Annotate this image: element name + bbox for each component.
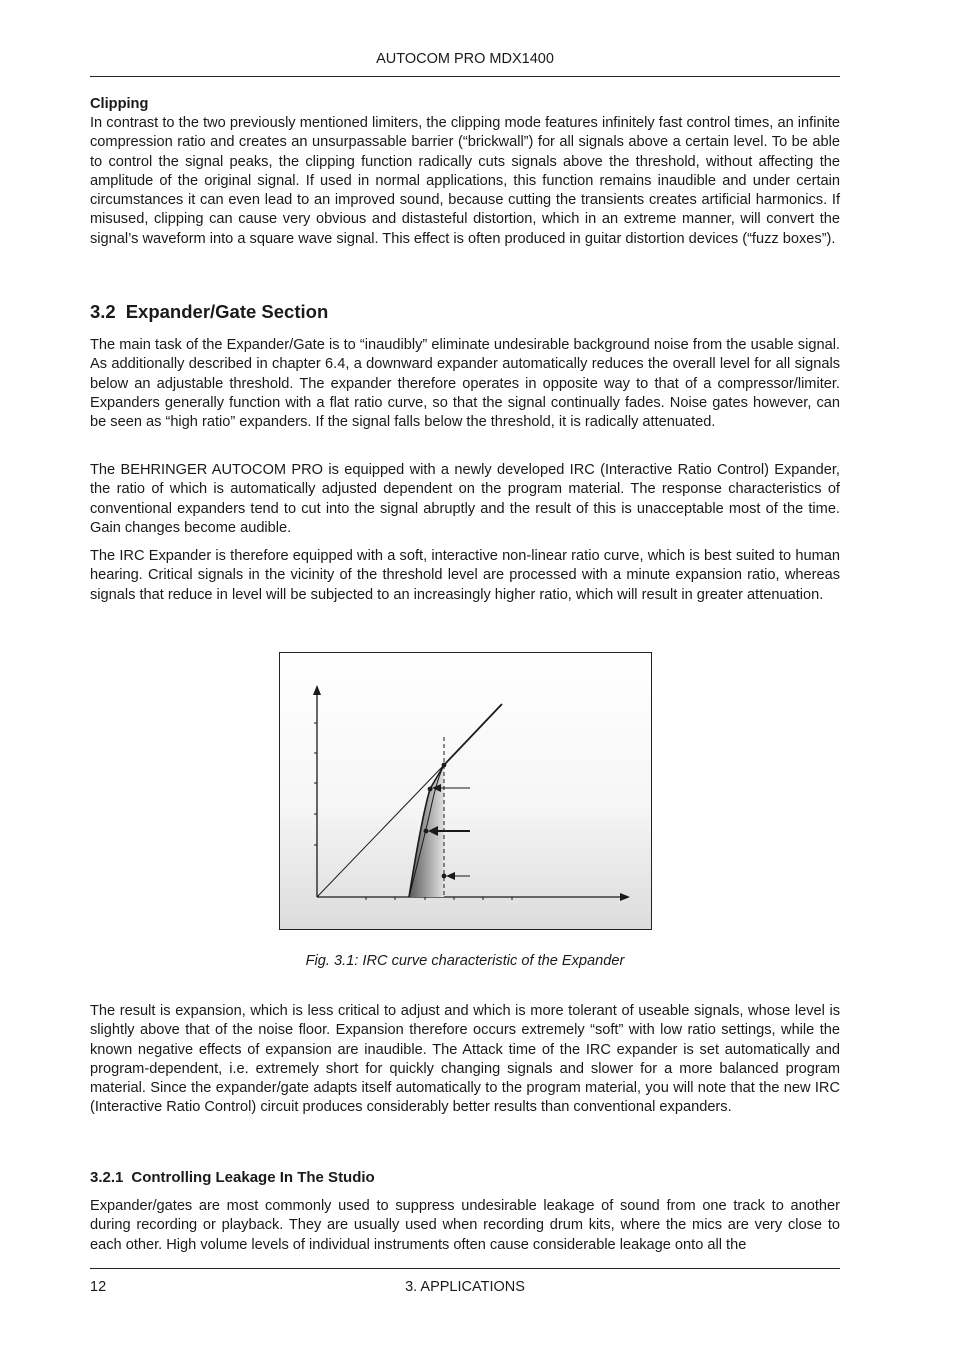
section-paragraph-3: The IRC Expander is therefore equipped with a soft, interactive non-linear ratio curve, which is best suited to human hearing. Critical signals in the vicinity of the threshold level are processed with a minute expansion ratio, whereas signals that reduce in level will be subjected to an increasingly higher ratio, which will result in greater attenuation. [90,548,840,603]
section-paragraph-after-figure: The result is expansion, which is less critical to adjust and which is more tolerant of useable signals, whose level is slightly above that of the noise floor. Expansion therefore occurs extremely “soft” with low ratio settings, while the known negative effects of expansion are inaudible. The Attack time of the IRC expander is set automatically and program-dependent, i.e. extremely short for quickly changing signals and slower for a more balanced program material. Since the expander/gate adapts itself automatically to the program material, you will note that the new IRC (Interactive Ratio Control) circuit produces considerably better results than conventional expanders. [90,1003,840,1116]
clipping-heading: Clipping [90,96,149,112]
curve-point-1 [428,787,433,792]
section-paragraph-1: The main task of the Expander/Gate is to “inaudibly” eliminate undesirable background noise from the usable signal. As additionally described in chapter 6.4, a downward expander automatically reduces the overall level for all signals below an adjustable threshold. The expander therefore operates in opposite way to that of a compressor/limiter. Expanders generally function with a flat ratio curve, so that the signal continually fades. Noise gates however, can be seen as “high ratio” expanders. If the signal falls below the threshold, it is radically attenuated. [90,337,840,431]
subsection-paragraph: Expander/gates are most commonly used to suppress undesirable leakage of sound from one track to another during recording or playback. They are usually used when recording drum kits, where the mics are very close to each other. High volume levels of individual instruments often cause considerable leakage onto all the [90,1198,840,1253]
y-axis-arrow-icon [313,685,321,695]
irc-curve-figure [279,652,652,930]
section-number: 3.2 [90,301,116,322]
footer-section-label: 3. APPLICATIONS [405,1279,525,1295]
section-heading [90,300,328,324]
figure-caption: Fig. 3.1: IRC curve characteristic of the Expander [305,953,625,969]
section-paragraph-2: The BEHRINGER AUTOCOM PRO is equipped with a newly developed IRC (Interactive Ratio Control) Expander, the ratio of which is automatically adjusted dependent on the program material. The response characteristics of conventional expanders tend to cut into the signal abruptly and the result of this is unacceptable most of the time. Gain changes become audible. [90,462,840,536]
curve-point-2 [424,829,429,834]
threshold-point [442,763,447,768]
document-title: AUTOCOM PRO MDX1400 [376,51,554,67]
curve-above-threshold [444,704,502,765]
page-number: 12 [90,1279,107,1295]
irc-curve-graphic [280,653,653,931]
page-footer [90,1268,840,1295]
subsection-number: 3.2.1 [90,1169,124,1186]
subsection-title: Controlling Leakage In The Studio [131,1169,375,1186]
page-header [90,50,840,77]
section-title: Expander/Gate Section [125,301,329,322]
x-axis-arrow-icon [620,893,630,901]
clipping-paragraph: In contrast to the two previously mentioned limiters, the clipping mode features infinitely fast control times, an infinite compression ratio and creates an unsurpassable barrier (“brickwall”) for all signals above a certain level. To be able to control the signal peaks, the clipping function radically cuts signals above the threshold, without affecting the amplitude of the original signal. If used in normal applications, this function remains inaudible and under certain circumstances it can even lead to an improved sound, because cutting the transients creates artificial harmonics. If misused, clipping can cause very obvious and distasteful distortion, which in an extreme manner, will convert the signal’s waveform into a square wave signal. This effect is often produced in guitar distortion devices (“fuzz boxes”). [90,115,840,247]
curve-point-3 [442,874,447,879]
subsection-heading [90,1168,375,1188]
arrow-left-icon-3 [446,872,455,880]
